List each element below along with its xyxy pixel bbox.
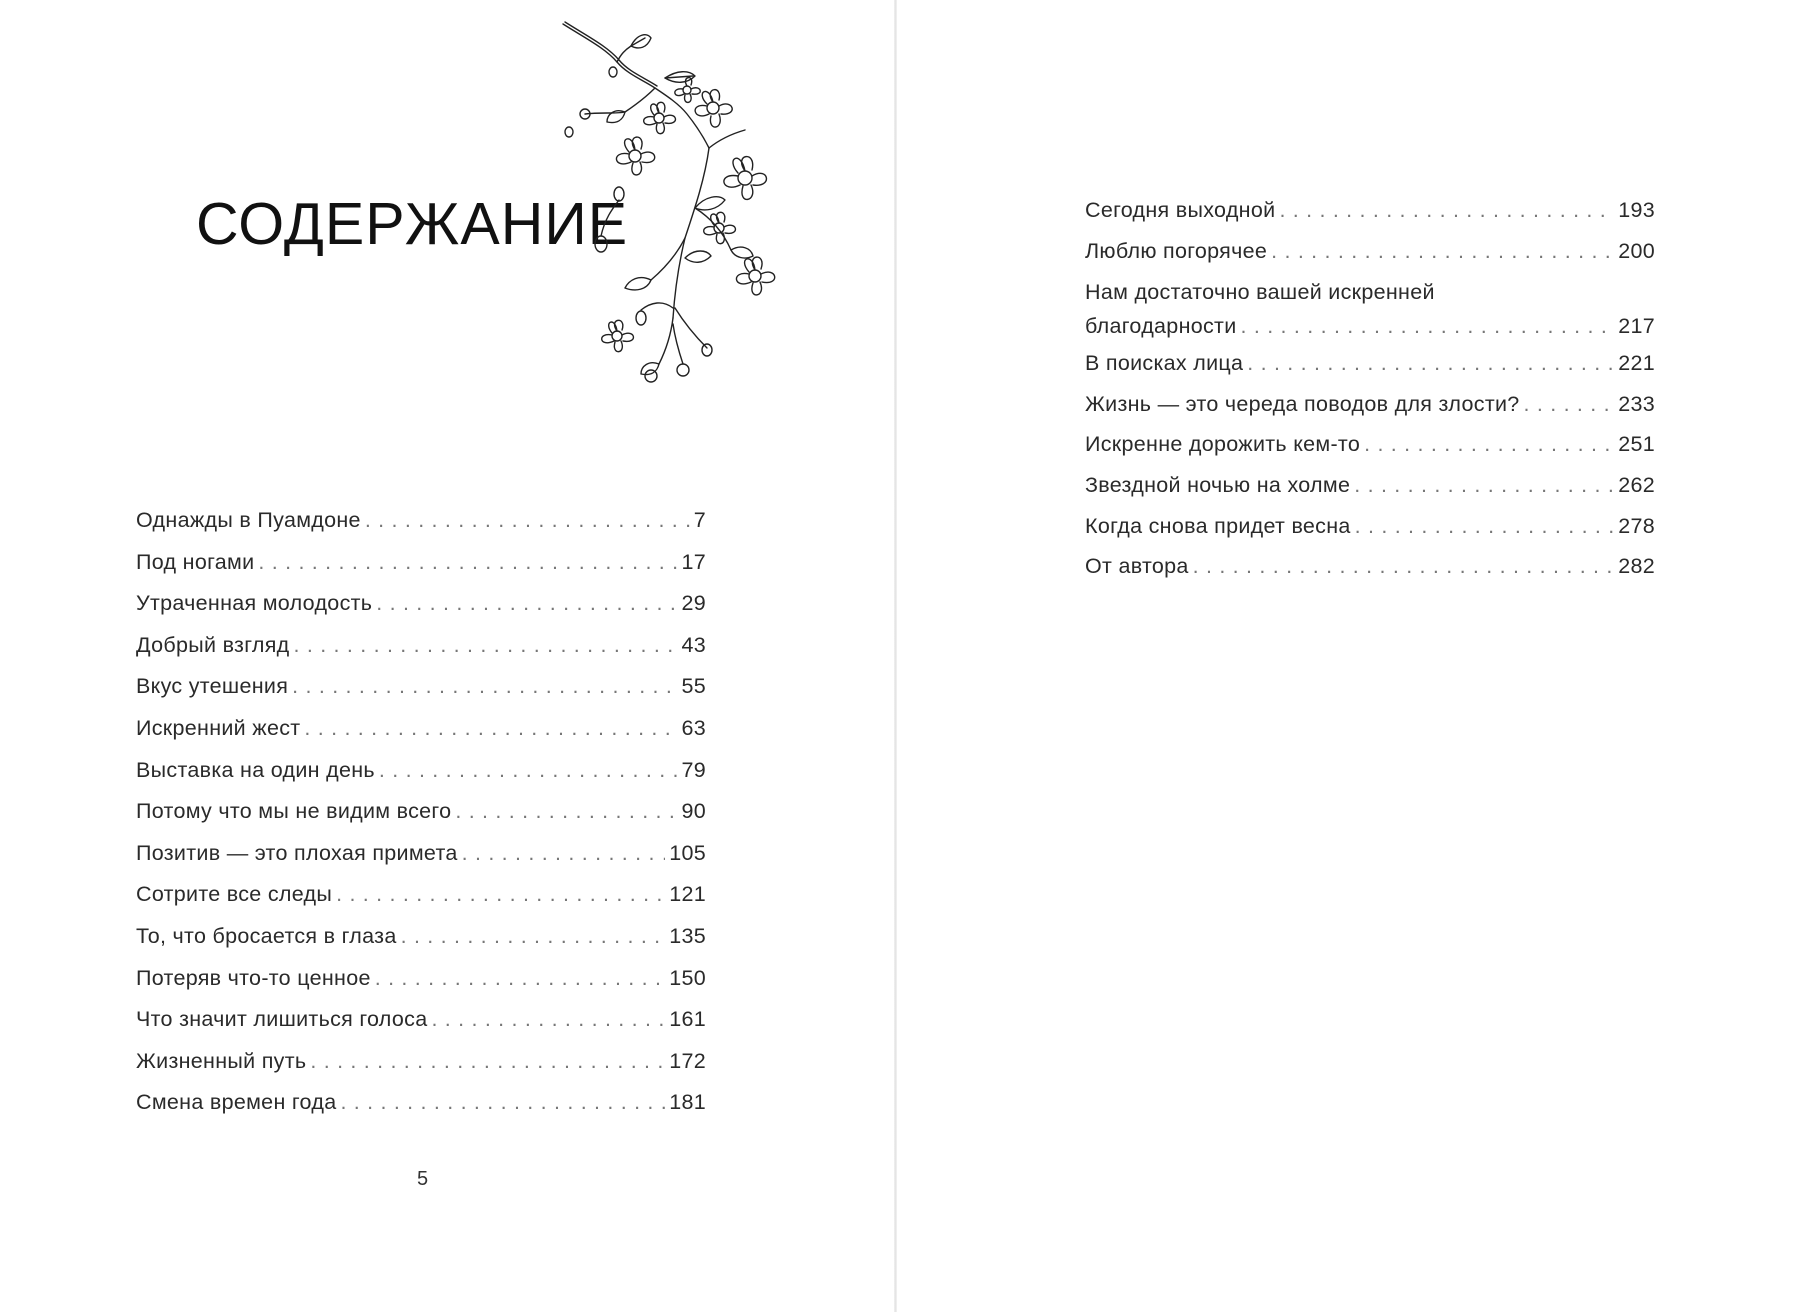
toc-leader-dots: [336, 874, 665, 915]
toc-entry-page: 161: [669, 1007, 706, 1032]
toc-leader-dots: [401, 916, 666, 957]
toc-entry-page: 221: [1618, 351, 1655, 376]
toc-entry-title: Вкус утешения: [136, 674, 289, 699]
toc-entry: [136, 958, 706, 1000]
left-page: [0, 0, 895, 1312]
toc-leader-dots: [1355, 506, 1615, 547]
toc-entry: [136, 583, 706, 625]
page-number: 5: [416, 1168, 429, 1190]
toc-leader-dots: [1193, 546, 1615, 587]
toc-entry-title: Потому что мы не видим всего: [136, 799, 452, 824]
toc-entry: [136, 750, 706, 792]
toc-entry-title: В поисках лица: [1085, 351, 1244, 376]
toc-entry: [1085, 271, 1655, 343]
toc-entry-page: 150: [669, 965, 706, 990]
toc-list-right: [1085, 190, 1655, 587]
toc-entry-page: 55: [681, 674, 706, 699]
toc-entry-page: 278: [1618, 513, 1655, 538]
toc-entry-page: 217: [1618, 314, 1655, 339]
toc-leader-dots: [1279, 190, 1614, 231]
toc-entry: [1085, 424, 1655, 465]
toc-entry: [1085, 384, 1655, 425]
toc-entry-page: 251: [1618, 432, 1655, 457]
toc-leader-dots: [294, 625, 678, 666]
toc-entry: [1085, 190, 1655, 231]
toc-entry-page: 193: [1618, 198, 1655, 222]
toc-entry: [1085, 506, 1655, 547]
toc-entry-title: Жизненный путь: [136, 1048, 307, 1073]
toc-entry-page: 17: [681, 549, 706, 574]
toc-leader-dots: [376, 583, 677, 624]
toc-entry: [136, 874, 706, 916]
toc-entry-title: Сотрите все следы: [136, 882, 333, 907]
toc-entry-page: 105: [669, 840, 706, 865]
toc-entry-page: 29: [681, 591, 706, 616]
toc-leader-dots: [1271, 231, 1614, 272]
toc-entry-title: Искренний жест: [136, 715, 301, 740]
toc-entry: [1085, 343, 1655, 384]
toc-entry-title: Когда снова придет весна: [1085, 513, 1351, 538]
toc-entry-title: Люблю погорячее: [1085, 238, 1268, 263]
toc-leader-dots: [455, 791, 677, 832]
toc-leader-dots: [431, 999, 665, 1040]
toc-entry-page: 282: [1618, 554, 1655, 579]
toc-leader-dots: [1241, 309, 1615, 343]
toc-entry-title: Добрый взгляд: [136, 632, 290, 657]
toc-entry: [136, 791, 706, 833]
toc-leader-dots: [340, 1082, 665, 1123]
toc-entry-page: 181: [669, 1090, 706, 1115]
page-title: СОДЕРЖАНИЕ: [196, 191, 629, 257]
toc-entry: [1085, 465, 1655, 506]
toc-entry-title: Звездной ночью на холме: [1085, 472, 1351, 497]
toc-leader-dots: [1247, 343, 1614, 384]
toc-entry-title: Что значит лишиться голоса: [136, 1007, 428, 1032]
toc-entry: [136, 708, 706, 750]
toc-entry-page: 79: [681, 757, 706, 782]
toc-entry-title: Выставка на один день: [136, 757, 375, 782]
toc-entry-title: благодарности: [1085, 314, 1237, 339]
toc-entry-title: Смена времен года: [136, 1090, 337, 1115]
toc-entry-title: От автора: [1085, 554, 1189, 579]
toc-entry-title: Однажды в Пуамдоне: [136, 508, 361, 532]
toc-leader-dots: [365, 500, 690, 541]
toc-entry-title: Под ногами: [136, 549, 255, 574]
toc-entry-page: 135: [669, 923, 706, 948]
toc-leader-dots: [462, 833, 666, 874]
toc-entry: [136, 666, 706, 708]
toc-leader-dots: [1524, 384, 1615, 425]
cherry-blossom-branch-icon: [555, 18, 835, 393]
toc-entry: [1085, 231, 1655, 272]
toc-leader-dots: [310, 1041, 665, 1082]
right-page: [897, 0, 1796, 1312]
toc-leader-dots: [1354, 465, 1614, 506]
toc-entry-title: Жизнь — это череда поводов для злости?: [1085, 391, 1520, 416]
toc-entry-page: 63: [681, 715, 706, 740]
toc-entry-title: Потеряв что-то ценное: [136, 965, 371, 990]
toc-entry: [136, 999, 706, 1041]
toc-entry-page: 121: [669, 882, 706, 907]
toc-entry-page: 7: [693, 508, 706, 532]
toc-entry-page: 172: [669, 1048, 706, 1073]
toc-leader-dots: [304, 708, 677, 749]
toc-entry-title: Сегодня выходной: [1085, 198, 1276, 222]
toc-entry: [1085, 546, 1655, 587]
toc-leader-dots: [1364, 424, 1614, 465]
toc-leader-dots: [379, 750, 678, 791]
toc-leader-dots: [375, 958, 666, 999]
toc-entry-title-line1: Нам достаточно вашей искренней: [1085, 280, 1435, 305]
toc-entry-page: 43: [681, 632, 706, 657]
toc-entry: [136, 1082, 706, 1124]
toc-leader-dots: [258, 542, 677, 583]
toc-entry: [136, 833, 706, 875]
toc-entry: [136, 1041, 706, 1083]
toc-leader-dots: [292, 666, 677, 707]
toc-list-left: [136, 500, 706, 1124]
toc-entry: [136, 625, 706, 667]
toc-entry-page: 233: [1618, 391, 1655, 416]
toc-entry: [136, 916, 706, 958]
toc-entry: [136, 500, 706, 542]
toc-entry: [136, 542, 706, 584]
toc-entry-page: 90: [681, 799, 706, 824]
toc-entry-title: Искренне дорожить кем-то: [1085, 432, 1361, 457]
toc-entry-title: То, что бросается в глаза: [136, 923, 397, 948]
toc-entry-title: Позитив — это плохая примета: [136, 840, 458, 865]
toc-entry-title: Утраченная молодость: [136, 591, 373, 616]
toc-entry-page: 262: [1618, 472, 1655, 497]
toc-entry-page: 200: [1618, 238, 1655, 263]
